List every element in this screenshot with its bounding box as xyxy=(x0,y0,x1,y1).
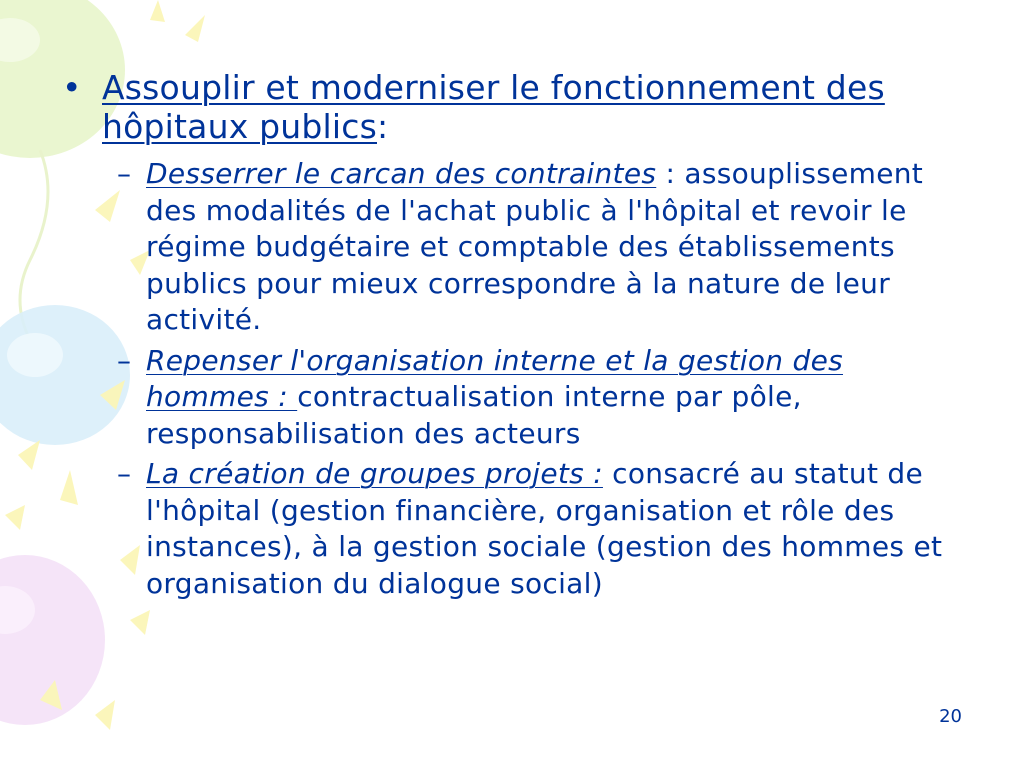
sub-bullet-1 xyxy=(62,156,967,339)
heading-colon: : xyxy=(377,107,389,146)
main-bullet xyxy=(62,68,967,146)
sub-bullet-title-link[interactable]: Repenser l'organisation interne et la gestion des hommes : xyxy=(146,343,843,413)
dash-icon: – xyxy=(117,343,132,377)
dash-icon: – xyxy=(117,457,132,490)
bullet-icon: • xyxy=(62,68,82,107)
sub-bullets xyxy=(62,156,967,602)
sub-bullet-3 xyxy=(62,456,967,602)
sub-bullet-title-link[interactable]: Desserrer le carcan des contraintes xyxy=(146,157,657,190)
heading-link[interactable]: Assouplir et moderniser le fonctionnement des hôpitaux publics xyxy=(102,68,885,146)
sub-bullet-title-link[interactable]: La création de groupes projets : xyxy=(146,457,603,490)
sub-bullet-text: contractualisation interne par pôle, responsabilisation des acteurs xyxy=(146,380,802,450)
page-number: 20 xyxy=(939,706,962,727)
slide-content xyxy=(62,68,967,606)
dash-icon: – xyxy=(117,157,132,190)
sub-bullet-2 xyxy=(62,343,967,453)
sub-bullet-text: consacré au statut de l'hôpital (gestion financière, organisation et rôle des instances), à la gestion sociale (gestion des hommes et organisation du dialogue social) xyxy=(146,457,943,600)
sub-bullet-text: : assouplissement des modalités de l'achat public à l'hôpital et revoir le régime budgétaire et comptable des établissements publics pour mieux correspondre à la nature de leur activité. xyxy=(146,157,924,336)
